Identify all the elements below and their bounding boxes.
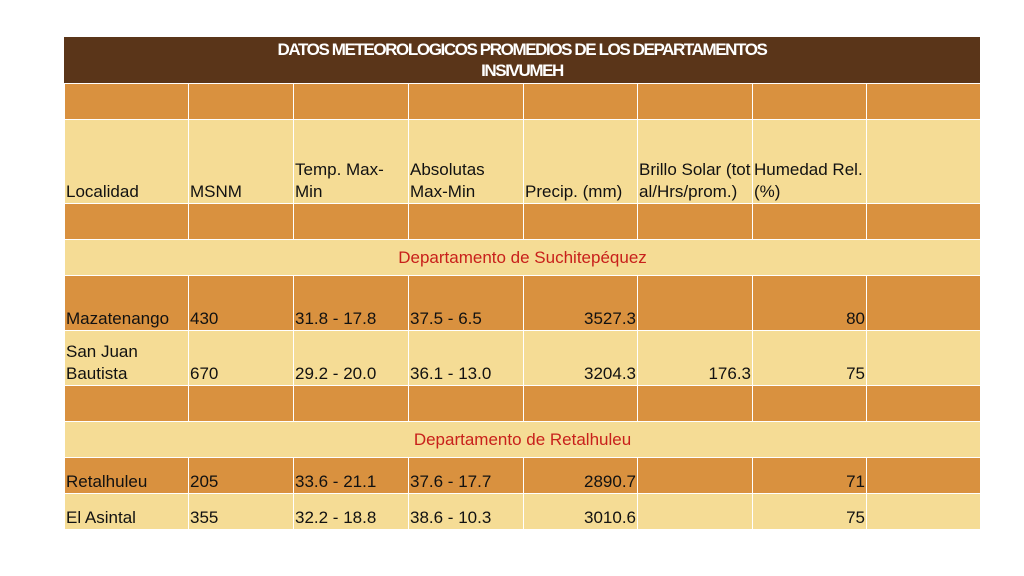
table-row bbox=[65, 458, 981, 494]
cell-precip: 3527.3 bbox=[524, 276, 638, 331]
cell-localidad: El Asintal bbox=[65, 494, 189, 530]
cell-temp: 31.8 - 17.8 bbox=[294, 276, 409, 331]
cell-localidad: San Juan Bautista bbox=[65, 331, 189, 386]
table-title-line1: DATOS METEOROLOGICOS PROMEDIOS DE LOS DEPARTAMENTOS bbox=[277, 40, 767, 59]
spacer-row bbox=[65, 84, 981, 120]
header-temp: Temp. Max-Min bbox=[294, 120, 409, 204]
header-absolutas: Absolutas Max-Min bbox=[409, 120, 524, 204]
cell-localidad: Mazatenango bbox=[65, 276, 189, 331]
cell-brillo bbox=[638, 458, 753, 494]
table-row bbox=[65, 276, 981, 331]
cell-absolutas: 37.6 - 17.7 bbox=[409, 458, 524, 494]
cell-msnm: 670 bbox=[189, 331, 294, 386]
cell-temp: 33.6 - 21.1 bbox=[294, 458, 409, 494]
header-row bbox=[65, 120, 981, 204]
cell-temp: 32.2 - 18.8 bbox=[294, 494, 409, 530]
table-row bbox=[65, 331, 981, 386]
cell-humedad: 75 bbox=[753, 331, 867, 386]
cell-humedad: 71 bbox=[753, 458, 867, 494]
cell-localidad: Retalhuleu bbox=[65, 458, 189, 494]
header-brillo: Brillo Solar (total/Hrs/prom.) bbox=[638, 120, 753, 204]
cell-humedad: 75 bbox=[753, 494, 867, 530]
section-row bbox=[65, 422, 981, 458]
table-title bbox=[64, 37, 980, 83]
section-title-retalhuleu: Departamento de Retalhuleu bbox=[65, 422, 981, 458]
cell-msnm: 355 bbox=[189, 494, 294, 530]
section-title-suchitepequez: Departamento de Suchitepéquez bbox=[65, 240, 981, 276]
cell-humedad: 80 bbox=[753, 276, 867, 331]
weather-data-sheet bbox=[64, 37, 980, 530]
cell-precip: 3010.6 bbox=[524, 494, 638, 530]
weather-table bbox=[64, 83, 981, 530]
header-precip: Precip. (mm) bbox=[524, 120, 638, 204]
cell-brillo bbox=[638, 494, 753, 530]
table-row bbox=[65, 494, 981, 530]
cell-precip: 2890.7 bbox=[524, 458, 638, 494]
header-humedad: Humedad Rel. (%) bbox=[753, 120, 867, 204]
cell-absolutas: 37.5 - 6.5 bbox=[409, 276, 524, 331]
cell-absolutas: 38.6 - 10.3 bbox=[409, 494, 524, 530]
cell-brillo bbox=[638, 276, 753, 331]
header-msnm: MSNM bbox=[189, 120, 294, 204]
header-localidad: Localidad bbox=[65, 120, 189, 204]
table-title-line2: INSIVUMEH bbox=[481, 61, 563, 80]
header-empty bbox=[867, 120, 981, 204]
cell-temp: 29.2 - 20.0 bbox=[294, 331, 409, 386]
cell-msnm: 205 bbox=[189, 458, 294, 494]
cell-msnm: 430 bbox=[189, 276, 294, 331]
cell-precip: 3204.3 bbox=[524, 331, 638, 386]
cell-absolutas: 36.1 - 13.0 bbox=[409, 331, 524, 386]
spacer-row bbox=[65, 386, 981, 422]
spacer-row bbox=[65, 204, 981, 240]
section-row bbox=[65, 240, 981, 276]
cell-brillo: 176.3 bbox=[638, 331, 753, 386]
